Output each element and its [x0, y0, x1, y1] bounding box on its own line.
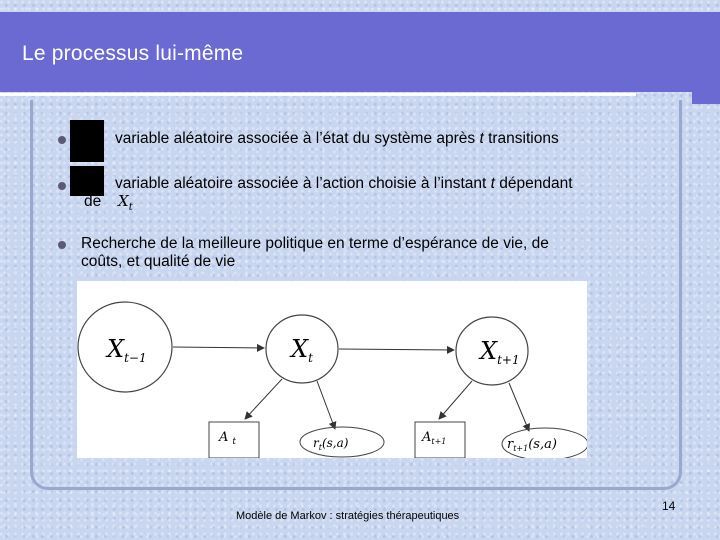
action-label-t1: $A_{t+1}$ [422, 430, 447, 446]
bullet-text-3-line1: Recherche de la meilleure politique en terme d’espérance de vie, de [81, 235, 549, 252]
markov-diagram-svg [77, 281, 587, 458]
reward-arrow-t1 [509, 383, 529, 431]
reward-label-t1: $r_{t+1}(s,a)$ [507, 437, 557, 453]
state-node-prev [78, 302, 172, 392]
state-label-current: $X_t$ [291, 335, 313, 365]
reward-arrow-t [317, 381, 335, 429]
slide-footer: Modèle de Markov : stratégies thérapeutiques [236, 510, 460, 522]
bullet-dot-1 [58, 136, 66, 144]
bullet-dot-2 [58, 182, 66, 190]
black-box-1 [70, 120, 104, 162]
transition-arrow-2 [339, 349, 454, 350]
bullet-text-1: variable aléatoire associée à l’état du système après t transitions [115, 130, 559, 147]
transition-arrow-1 [173, 347, 264, 348]
bullet-text-3-line2: coûts, et qualité de vie [81, 253, 236, 270]
state-label-prev: $X_{t-1}$ [107, 335, 147, 365]
slide-title: Le processus lui-même [22, 42, 244, 65]
title-underline [0, 93, 636, 96]
title-bar-strip [692, 12, 720, 104]
state-label-next: $X_{t+1}$ [480, 337, 520, 367]
action-arrow-t [245, 379, 282, 419]
bullet-text-2-line2: de [84, 193, 102, 210]
action-arrow-t1 [439, 381, 472, 419]
markov-diagram [77, 281, 587, 458]
bullet-dot-3 [58, 241, 66, 249]
bullet-text-2: variable aléatoire associée à l’action choisie à l’instant t dépendant [115, 175, 573, 192]
black-box-2 [70, 166, 104, 196]
reward-label-t: $r_t(s,a)$ [313, 436, 349, 452]
bullet-2-math: $X_t$ [118, 192, 133, 213]
page-number: 14 [662, 499, 676, 513]
action-label-t: A $_t$ [219, 430, 237, 447]
